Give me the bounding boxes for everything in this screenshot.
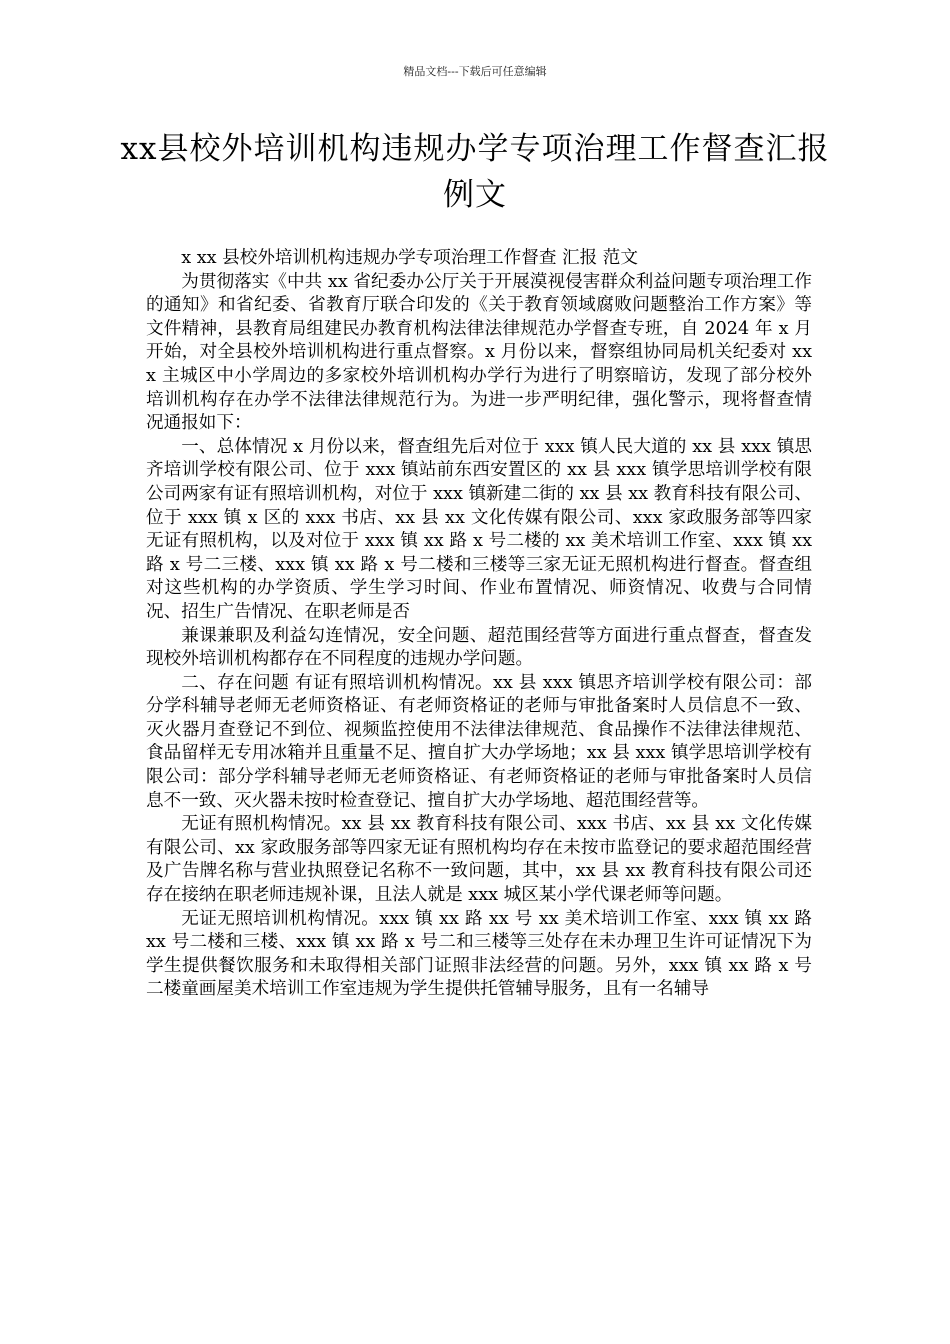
body-paragraph: 为贯彻落实《中共 xx 省纪委办公厅关于开展漠视侵害群众利益问题专项治理工作的通知》和省纪委、省教育厅联合印发的《关于教育领域腐败问题整治工作方案》等文件精神，县教育局组建民办教育机构法律法律规范办学督查专班，自 2024 年 x 月开始，对全县校外培训机构进行重点督察。x 月份以来，督察组协同局机关纪委对 xxx 主城区中小学周边的多家校外培训机构办学行为进行了明察暗访，发现了部分校外培训机构存在办学不法律法律规范行为。为进一步严明纪律，强化警示，现将督查情况通报如下：	[146, 271, 812, 434]
body-paragraph: 无证无照培训机构情况。xxx 镇 xx 路 xx 号 xx 美术培训工作室、xxx 镇 xx 路 xx 号二楼和三楼、xxx 镇 xx 路 x 号二和三楼等三处存在未办理卫生许可证情况下为学生提供餐饮服务和未取得相关部门证照非法经营的问题。另外，xxx 镇 xx 路 x 号二楼童画屋美术培训工作室违规为学生提供托管辅导服务，且有一名辅导	[146, 908, 812, 1000]
body-paragraph: 二、存在问题 有证有照培训机构情况。xx 县 xxx 镇思齐培训学校有限公司：部分学科辅导老师无老师资格证、有老师资格证的老师与审批备案时人员信息不一致、灭火器月查登记不到位、视频监控使用不法律法律规范、食品操作不法律法律规范、食品留样无专用冰箱并且重量不足、擅自扩大办学场地；xx 县 xxx 镇学思培训学校有限公司：部分学科辅导老师无老师资格证、有老师资格证的老师与审批备案时人员信息不一致、灭火器未按时检查登记、擅自扩大办学场地、超范围经营等。	[146, 672, 812, 811]
body-paragraph: 兼课兼职及利益勾连情况，安全问题、超范围经营等方面进行重点督查，督查发现校外培训机构都存在不同程度的违规办学问题。	[146, 625, 812, 670]
document-body	[146, 247, 812, 1002]
body-paragraph: x xx 县校外培训机构违规办学专项治理工作督查 汇报 范文	[181, 248, 638, 268]
body-paragraph: 一、总体情况 x 月份以来，督查组先后对位于 xxx 镇人民大道的 xx 县 xxx 镇思齐培训学校有限公司、位于 xxx 镇站前东西安置区的 xx 县 xxx 镇学思培训学校有限公司两家有证有照培训机构，对位于 xxx 镇新建二街的 xx 县 xx 教育科技有限公司、位于 xxx 镇 x 区的 xxx 书店、xx 县 xx 文化传媒有限公司、xxx 家政服务部等四家无证有照机构，以及对位于 xxx 镇 xx 路 x 号二楼的 xx 美术培训工作室、xxx 镇 xx路 x 号二三楼、xxx 镇 xx 路 x 号二楼和三楼等三家无证无照机构进行督查。督查组对这些机构的办学资质、学生学习时间、作业布置情况、师资情况、收费与合同情况、招生广告情况、在职老师是否	[146, 436, 813, 622]
body-paragraph: 无证有照机构情况。xx 县 xx 教育科技有限公司、xxx 书店、xx 县 xx 文化传媒有限公司、xx 家政服务部等四家无证有照机构均存在未按市监登记的要求超范围经营及广告牌名称与营业执照登记名称不一致问题，其中，xx 县 xx 教育科技有限公司还存在接纳在职老师违规补课，且法人就是 xxx 城区某小学代课老师等问题。	[146, 814, 812, 906]
header-note: 精品文档---下载后可任意编辑	[403, 65, 547, 78]
document-title: xx县校外培训机构违规办学专项治理工作督查汇报例文	[120, 131, 830, 213]
